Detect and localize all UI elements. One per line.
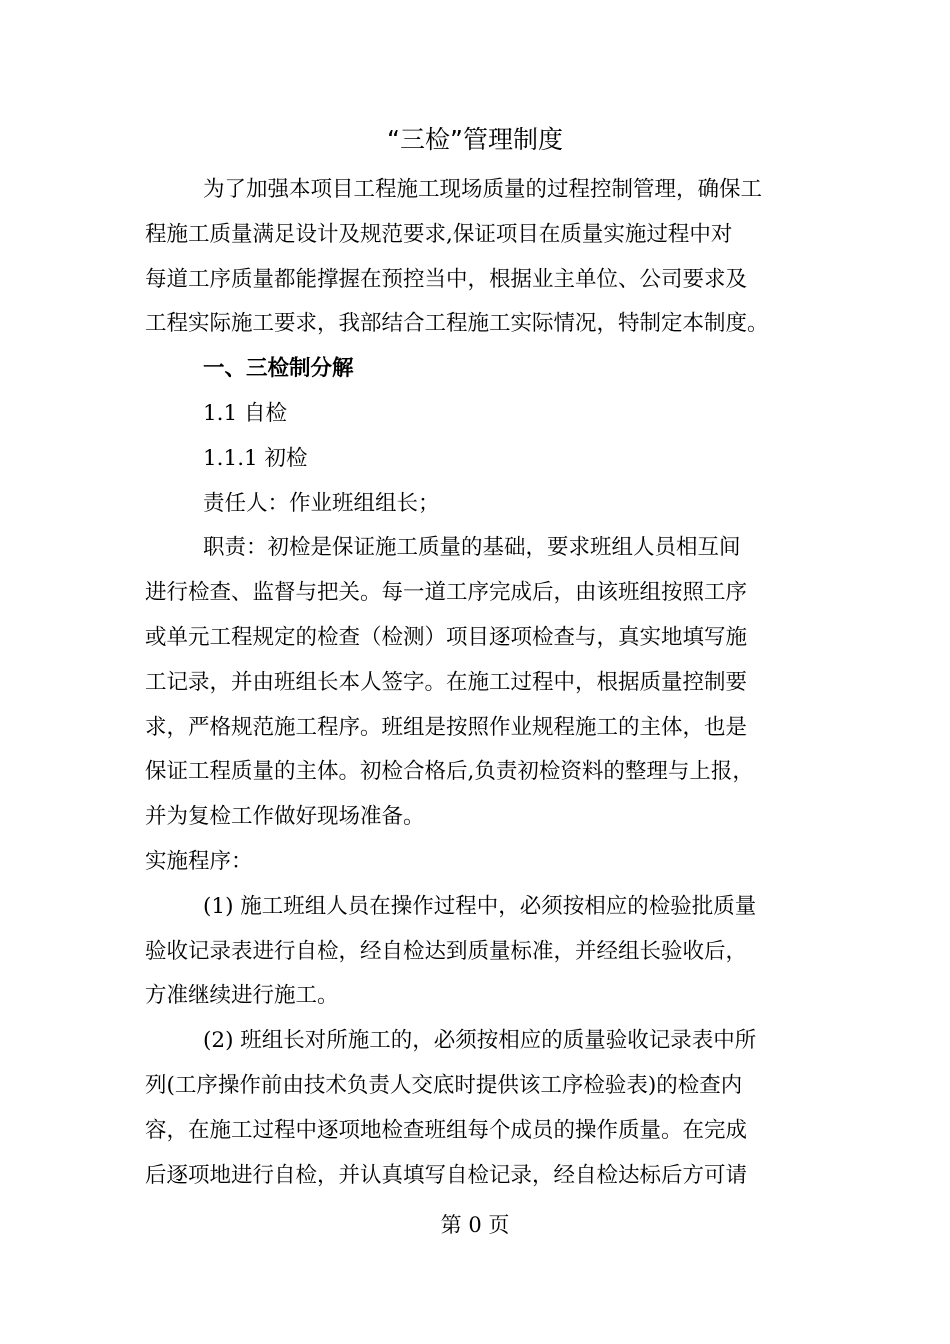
paragraph-line: 验收记录表进行自检，经自检达到质量标准，并经组长验收后， [145,938,748,964]
paragraph-line: (1) 施工班组人员在操作过程中，必须按相应的检验批质量 [203,893,757,919]
paragraph-line: 容，在施工过程中逐项地检查班组每个成员的操作质量。在完成 [145,1117,748,1143]
paragraph-line: 求，严格规范施工程序。班组是按照作业规程施工的主体，也是 [145,714,748,740]
paragraph-line: 实施程序： [145,848,253,874]
paragraph-line: 方准继续进行施工。 [145,983,339,1009]
page-number: 第 0 页 [440,1213,510,1237]
paragraph-line: 保证工程质量的主体。初检合格后,负责初检资料的整理与上报， [145,759,754,785]
paragraph-line: 责任人：作业班组组长； [203,490,440,516]
paragraph-line: 每道工序质量都能撑握在预控当中，根据业主单位、公司要求及 [145,266,748,292]
subsection-heading: 1.1.1 初检 [203,445,308,471]
paragraph-line: 工程实际施工要求，我部结合工程施工实际情况，特制定本制度。 [145,311,769,337]
subsection-heading: 1.1 自检 [203,400,288,426]
section-heading: 一、三检制分解 [203,356,354,382]
paragraph-line: (2) 班组长对所施工的，必须按相应的质量验收记录表中所 [203,1028,757,1054]
paragraph-line: 职责：初检是保证施工质量的基础，要求班组人员相互间 [203,535,741,561]
document-title: “三检”管理制度 [387,125,563,154]
paragraph-line: 后逐项地进行自检，并认真填写自检记录，经自检达标后方可请 [145,1162,748,1188]
paragraph-line: 工记录，并由班组长本人签字。在施工过程中，根据质量控制要 [145,669,748,695]
paragraph-line: 为了加强本项目工程施工现场质量的过程控制管理，确保工 [203,177,763,202]
document-body [145,168,825,1198]
paragraph-line: 列(工序操作前由技术负责人交底时提供该工序检验表)的检查内 [145,1072,743,1098]
paragraph-line: 或单元工程规定的检查（检测）项目逐项检查与，真实地填写施 [145,624,748,650]
paragraph-line: 并为复检工作做好现场准备。 [145,804,425,830]
paragraph-line: 程施工质量满足设计及规范要求,保证项目在质量实施过程中对 [145,221,733,247]
paragraph-line: 进行检查、监督与把关。每一道工序完成后，由该班组按照工序 [145,580,748,606]
